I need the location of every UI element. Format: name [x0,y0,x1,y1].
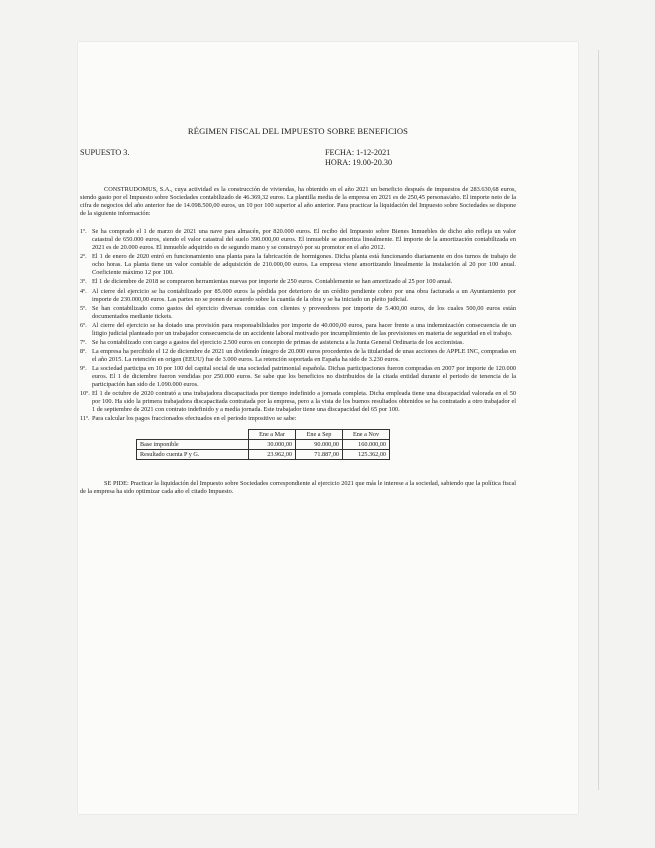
se-pide-paragraph: SE PIDE: Practicar la liquidación del Impuesto sobre Sociedades correspondiente al ejercicio 2021 que más le interese a la sociedad, sabiendo que la política fiscal de la empresa ha sido optimizar cada año el citado Impuesto. [80,480,516,496]
table-cell: 23.962,00 [249,450,296,460]
item-text: Para calcular los pagos fraccionados efectuados en el periodo impositivo se sabe: [92,415,297,423]
item-number: 9º. [80,364,87,372]
list-item [80,415,516,423]
item-number: 6º. [80,321,87,329]
item-number: 7º. [80,338,87,346]
item-text: Se ha comprado el 1 de marzo de 2021 una nave para almacén, por 820.000 euros. El recibo del Impuesto sobre Bienes Inmuebles de dicho año refleja un valor catastral de 650.000 euros, siendo el valor catastral del suelo 390.000,00 euros. El inmueble se amortiza linealmente. El importe de la amortización contabilizada en 2021 es de 20.000 euros. El inmueble adquirido es de segundo mano y se construyó por su promotor en el año 2012. [92,228,516,252]
table-row [137,450,390,460]
intro-paragraph: CONSTRUDOMUS, S.A., cuya actividad es la construcción de viviendas, ha obtenido en el año 2021 un beneficio después de impuestos de 283.630,68 euros, siendo gasto por el Impuesto sobre Sociedades contabilizado de 46.369,32 euros. La plantilla media de la empresa en 2021 es de 250,45 personas/año. El importe neto de la cifra de negocios del año anterior fue de 14.098.500,00 euros, un 10 por 100 superior al año anterior. Para practicar la liquidación del Impuesto sobre Sociedades se dispone de la siguiente información: [80,186,516,218]
table-cell: 125.362,00 [343,450,390,460]
list-item [80,339,516,347]
item-text: La sociedad participa en 10 por 100 del capital social de una sociedad patrimonial española. Dichas participaciones fueron compradas en 2007 por importe de 120.000 euros. El 1 de diciembre fueron vendidas por 250.000 euros. Se sabe que los beneficios no distribuidos de la citada entidad durante el periodo de tenencia de la participación han sido de 1.090.000 euros. [92,364,516,389]
list-item [80,305,516,321]
list-item [80,348,516,364]
list-item [80,278,516,286]
supuesto-label: SUPUESTO 3. [80,148,130,157]
list-item [80,288,516,304]
fecha-text: FECHA: 1-12-2021 [325,148,391,157]
list-item [80,322,516,338]
information-list [80,228,516,423]
item-number: 2º. [80,253,87,261]
list-item [80,253,516,277]
item-text: El 1 de diciembre de 2018 se compraron herramientas nuevas por importe de 250 euros. Contablemente se han amortizado al 25 por 100 anual. [92,278,453,286]
item-text: Al cierre del ejercicio se ha dotado una provisión para responsabilidades por importe de 40.000,00 euros, para hacer frente a una indemnización consecuencia de un litigio judicial planteado por un trabajador consecuencia de un accidente laboral motivado por incumplimiento de las previsiones en materia de seguridad en el trabajo. [92,321,516,337]
item-number: 5º. [80,304,87,312]
scan-edge-line [598,50,599,790]
item-number: 8º. [80,347,87,355]
list-item [80,365,516,389]
item-text: Se ha contabilizado con cargo a gastos del ejercicio 2.500 euros en concepto de primas de asistencia a la Junta General Ordinaria de los accionistas. [92,338,464,346]
pagos-fraccionados-table [136,429,390,460]
table-header-cell: Ene a Mar [249,430,296,440]
table-cell: 160.000,00 [343,440,390,450]
item-number: 11º. [80,415,90,423]
document-body [80,126,516,503]
item-text: El 1 de enero de 2020 entró en funcionamiento una planta para la fabricación de hormigones. Dicha planta está funcionando diariamente en dos turnos de trabajo de ocho horas. La planta tiene un valor contable de adquisición de 210.000,00 euros. La empresa viene amortizando linealmente la instalación al 20 por 100 anual. Coeficiente máximo 12 por 100. [92,253,516,277]
table-header-cell: Ene a Sep [296,430,343,440]
item-number: 4º. [80,287,87,295]
document-title: RÉGIMEN FISCAL DEL IMPUESTO SOBRE BENEFICIOS [187,126,409,136]
table-row [137,440,390,450]
item-text: Al cierre del ejercicio se ha contabilizado por 85.000 euros la pérdida por deterioro de un crédito pendiente cobro por una obra facturada a un Ayuntamiento por importe de 230.000,00 euros. Las partes no se ponen de acuerdo sobre la cuantía de la obra y se ha iniciado un pleito judicial. [92,287,516,303]
header-meta [80,148,516,174]
table-header-row [137,430,390,440]
table-row-label: Base imponible [137,440,249,450]
table-header-cell: Ene a Nov [343,430,390,440]
table-cell: 71.887,00 [296,450,343,460]
item-number: 3º. [80,278,87,286]
table-corner-cell [137,430,249,440]
table-cell: 90.000,00 [296,440,343,450]
list-item [80,228,516,252]
item-number: 10º. [80,390,90,398]
table-cell: 30.000,00 [249,440,296,450]
item-text: El 1 de octubre de 2020 contrató a una trabajadora discapacitada por tiempo indefinido a jornada completa. Dicha empleada tiene una discapacidad valorada en el 50 por 100. Ha sido la primera trabajadora discapacitada contratada por la empresa, pero a la vista de los buenos resultados obtenidos se ha contratado a otro trabajador el 1 de septiembre de 2021 con contrato indefinido y a media jornada. Este trabajador tiene una discapacidad del 65 por 100. [92,390,516,414]
hora-text: HORA: 19.00-20.30 [325,158,393,168]
list-item [80,390,516,414]
item-text: Se han contabilizado como gastos del ejercicio diversas comidas con clientes y proveedores por importe de 5.400,00 euros, de los cuales 500,00 euros están documentados mediante tickets. [92,304,516,320]
table-row-label: Resultado cuenta P y G. [137,450,249,460]
date-time-block [325,148,392,169]
item-text: La empresa ha percibido el 12 de diciembre de 2021 un dividendo íntegro de 20.000 euros procedentes de la titularidad de unas acciones de APPLE INC, compradas en el año 2015. La retención en origen (EEUU) fue de 3.000 euros. La retención soportada en España ha sido de 3.230 euros. [92,347,516,363]
item-number: 1º. [80,228,87,236]
